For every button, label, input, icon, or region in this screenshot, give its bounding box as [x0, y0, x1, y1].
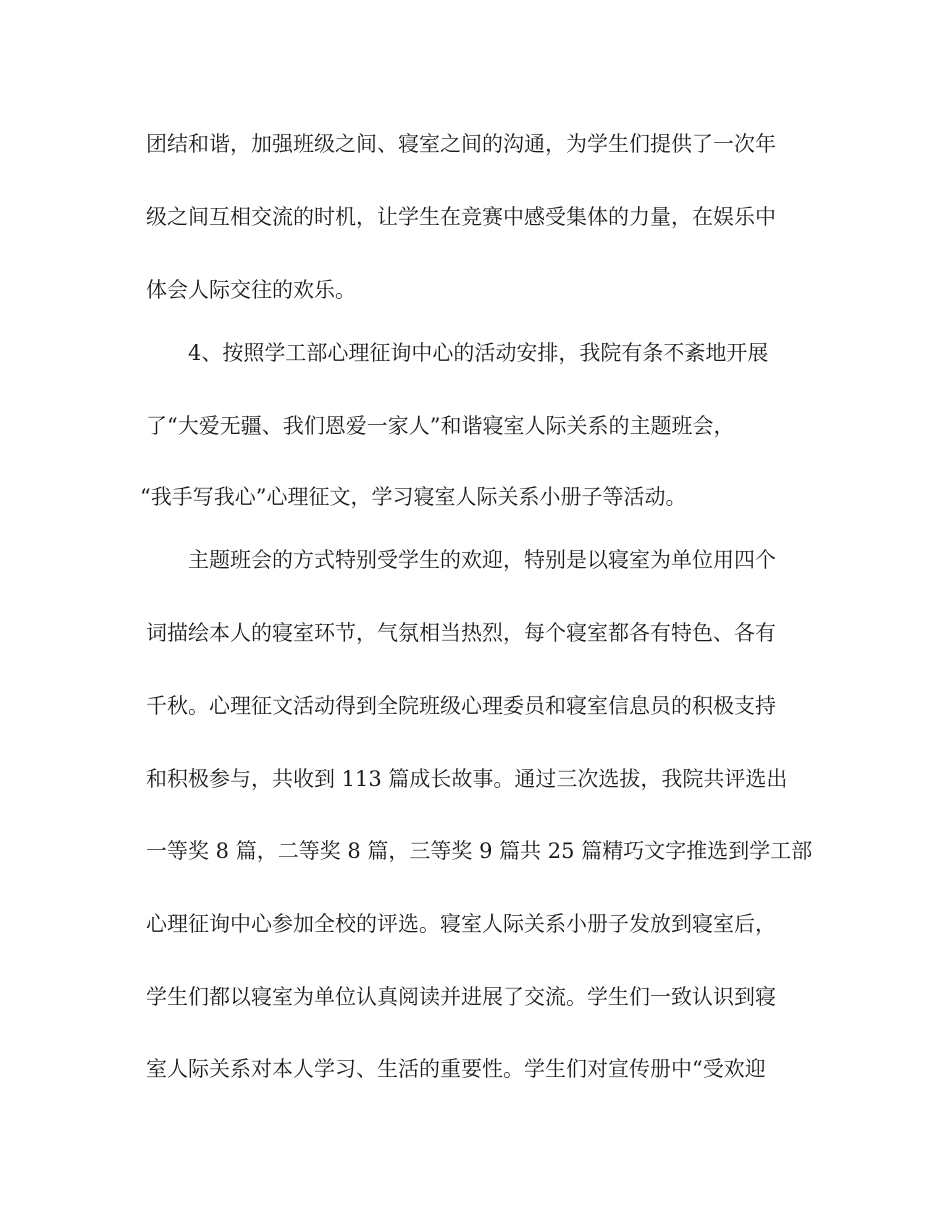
paragraph-line: 级之间互相交流的时机，让学生在竞赛中感受集体的力量，在娱乐中	[146, 205, 776, 229]
paragraph-line: 千秋。心理征文活动得到全院班级心理委员和寝室信息员的积极支持	[146, 694, 776, 718]
paragraph-line: 心理征询中心参加全校的评选。寝室人际关系小册子发放到寝室后，	[146, 912, 776, 936]
paragraph-line: 词描绘本人的寝室环节，气氛相当热烈，每个寝室都各有特色、各有	[146, 621, 776, 645]
paragraph-line: 了“大爱无疆、我们恩爱一家人”和谐寝室人际关系的主题班会，	[146, 414, 735, 438]
paragraph-line: 和积极参与，共收到 113 篇成长故事。通过三次选拔，我院共评选出	[146, 767, 788, 791]
paragraph-line: 团结和谐，加强班级之间、寝室之间的沟通，为学生们提供了一次年	[146, 132, 776, 156]
paragraph-line: 室人际关系对本人学习、生活的重要性。学生们对宣传册中“受欢迎	[146, 1057, 766, 1081]
paragraph-line: 体会人际交往的欢乐。	[146, 278, 356, 302]
paragraph-line: 主题班会的方式特别受学生的欢迎，特别是以寝室为单位用四个	[188, 548, 776, 572]
paragraph-line: 4、按照学工部心理征询中心的活动安排，我院有条不紊地开展	[188, 341, 769, 365]
paragraph-line: 学生们都以寝室为单位认真阅读并进展了交流。学生们一致认识到寝	[146, 985, 776, 1009]
paragraph-line: 一等奖 8 篇，二等奖 8 篇，三等奖 9 篇共 25 篇精巧文字推选到学工部	[146, 839, 813, 863]
paragraph-line: “我手写我心”心理征文，学习寝室人际关系小册子等活动。	[140, 485, 687, 509]
